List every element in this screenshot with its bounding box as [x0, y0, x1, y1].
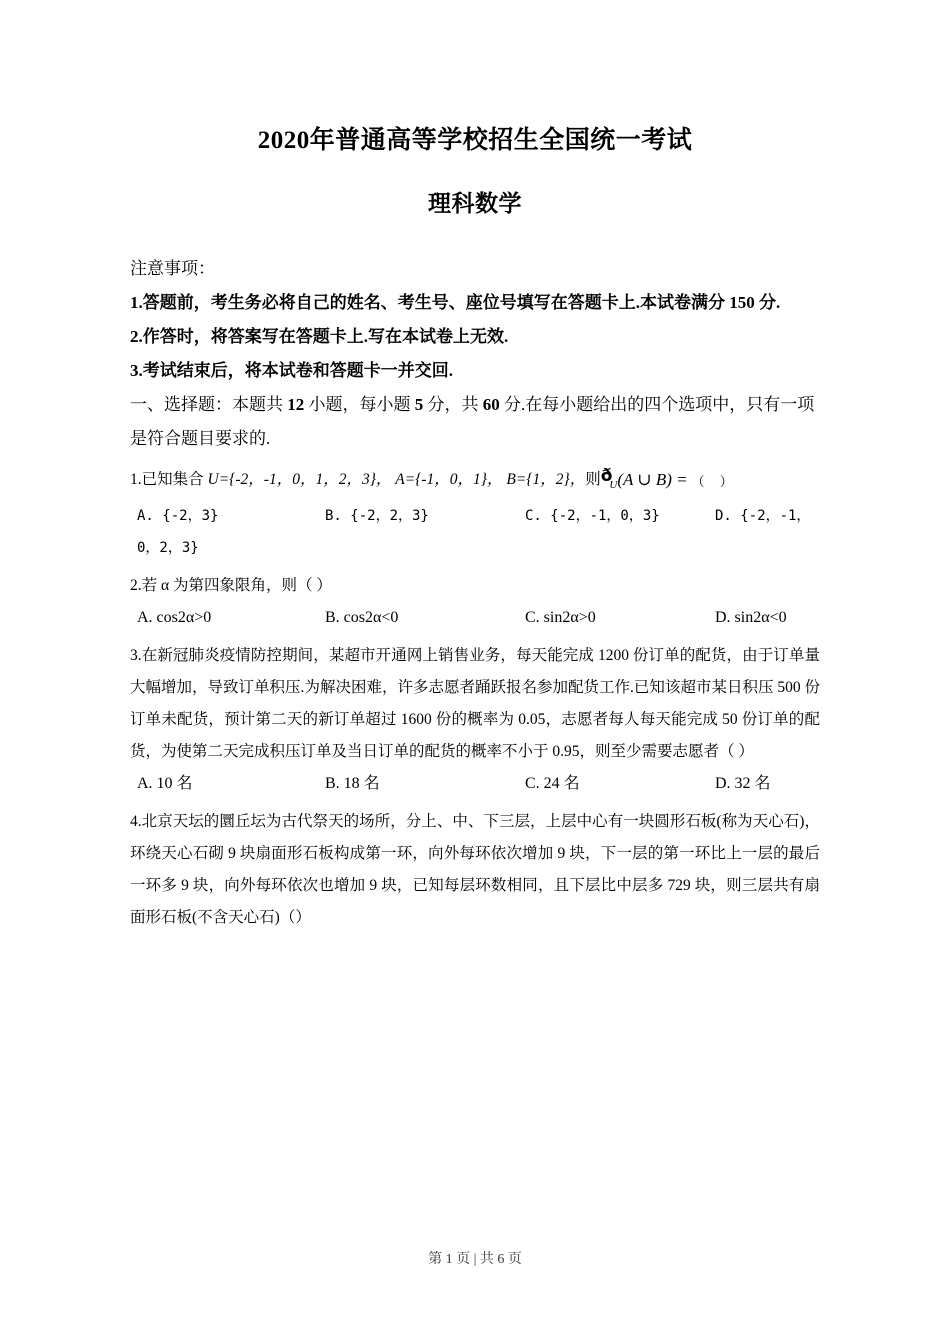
question-1-math-expression: (A ∪ B) = [617, 470, 688, 489]
question-1-prefix: 已知集合 [141, 471, 204, 488]
question-1-answer-blank: （ ） [691, 474, 739, 489]
question-2-option-b[interactable]: B. cos2α<0 [325, 609, 399, 626]
question-2-text: 若 α 为第四象限角，则（ ） [141, 577, 332, 594]
question-1-set-a: A={-1，0，1}， [395, 471, 503, 488]
section-total-score: 60 [482, 395, 500, 414]
question-2-option-c[interactable]: C. sin2α>0 [525, 609, 596, 626]
question-4-stem [130, 806, 820, 934]
question-1-number: 1. [130, 471, 142, 488]
notice-item-1-tail: .本试卷满分 [635, 293, 725, 312]
notice-item-3-text: 考试结束后，将本试卷和答题卡一并交回. [142, 361, 453, 380]
question-1-suffix: 则 [585, 471, 601, 488]
question-4-text: 北京天坛的圜丘坛为古代祭天的场所，分上、中、下三层，上层中心有一块圆形石板(称为天心石)，环绕天心石砌 9 块扇面形石板构成第一环，向外每环依次增加 9 块，下一层的第一环比上一层的最后一环多 9 块，向外每环依次也增加 9 块，已知每层环数相同，且下层比中层多 729 块，则三层共有扇面形石板(不含天心石)（） [130, 813, 820, 926]
notice-item-2-number: 2. [130, 327, 143, 346]
document-content [130, 0, 820, 934]
question-3-number: 3. [130, 647, 142, 664]
question-1-option-d[interactable]: D. {-2，-1， [715, 508, 811, 524]
notice-item-1-score: 150 [729, 293, 755, 312]
question-2-option-a[interactable]: A. cos2α>0 [137, 609, 212, 626]
question-3-option-b[interactable]: B. 18 名 [325, 775, 380, 792]
document-subtitle: 理科数学 [428, 191, 522, 216]
notice-item-2 [130, 320, 820, 354]
question-1-set-u: U={-2，-1，0，1，2，3}， [207, 471, 392, 488]
notice-item-1 [130, 286, 820, 320]
section-question-count: 12 [287, 395, 305, 414]
notice-item-1-text: 答题前，考生务必将自己的姓名、考生号、座位号填写在答题卡上 [142, 293, 636, 312]
question-2-options [130, 602, 820, 634]
question-2-option-d[interactable]: D. sin2α<0 [715, 609, 787, 626]
section-text-b: 小题，每小题 [308, 395, 411, 414]
section-text-d: 分.在每小题给出的四个选项中，只有一项是符合题目要求的. [130, 395, 815, 448]
section-label: 一、选择题： [130, 395, 232, 414]
question-3-option-a[interactable]: A. 10 名 [137, 775, 193, 792]
section-text-a: 本题共 [232, 395, 283, 414]
question-1-option-b[interactable]: B. {-2，2，3} [325, 508, 429, 524]
notice-item-1-unit: 分. [759, 293, 781, 312]
question-3-option-d[interactable]: D. 32 名 [715, 775, 771, 792]
question-1-option-a[interactable]: A. {-2，3} [137, 508, 219, 524]
question-3-option-c[interactable]: C. 24 名 [525, 775, 580, 792]
question-1-set-b: B={1，2}， [506, 471, 586, 488]
question-3-options [130, 768, 820, 800]
question-2-stem [130, 570, 820, 602]
notice-block [130, 252, 820, 388]
question-3-text: 在新冠肺炎疫情防控期间，某超市开通网上销售业务，每天能完成 1200 份订单的配货，由于订单量大幅增加，导致订单积压.为解决困难，许多志愿者踊跃报名参加配货工作.已知该超市某日积压 500 份订单未配货，预计第二天的新订单超过 1600 份的概率为 0.05，志愿者每人每天能完成 50 份订单的配货，为使第二天完成积压订单及当日订单的配货的概率不小于 0.95，则至少需要志愿者（ ） [130, 647, 820, 760]
question-1-option-c[interactable]: C. {-2，-1，0，3} [525, 508, 660, 524]
question-4-number: 4. [130, 813, 142, 830]
notice-item-3-number: 3. [130, 361, 143, 380]
notice-heading: 注意事项： [130, 259, 215, 278]
complement-subscript: U [609, 479, 618, 491]
question-3-stem [130, 640, 820, 768]
notice-item-2-text: 作答时，将答案写在答题卡上.写在本试卷上无效. [142, 327, 509, 346]
notice-item-3 [130, 354, 820, 388]
question-2-number: 2. [130, 577, 142, 594]
page-title: 2020年普通高等学校招生全国统一考试 [257, 127, 693, 154]
page-footer: 第 1 页 | 共 6 页 [428, 1252, 522, 1267]
question-1-option-d-continuation[interactable]: 0，2，3} [137, 540, 199, 556]
section-per-score: 5 [414, 395, 424, 414]
question-1-stem [130, 464, 820, 500]
question-1-options [130, 500, 820, 564]
section-text-c: 分，共 [427, 395, 479, 414]
section-heading-choice [130, 388, 820, 456]
notice-item-1-number: 1. [130, 293, 143, 312]
complement-symbol-icon: ð [600, 466, 613, 486]
